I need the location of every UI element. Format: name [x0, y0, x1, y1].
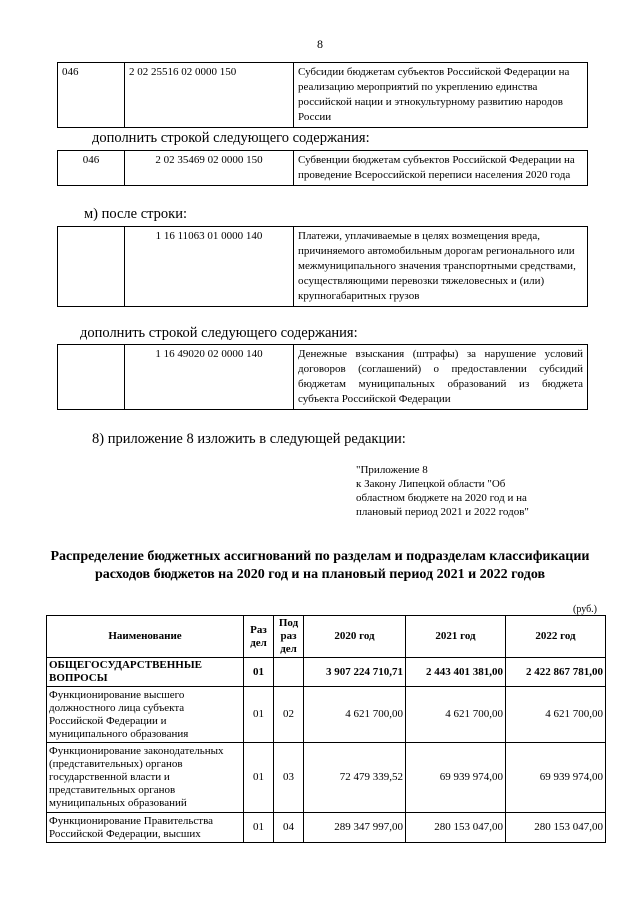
code-table-2 [57, 150, 588, 186]
row-razdel: 01 [244, 687, 274, 743]
row-podrazdel: 02 [274, 687, 304, 743]
row-razdel: 01 [244, 743, 274, 813]
column-header-name: Наименование [47, 616, 244, 658]
row-2021: 69 939 974,00 [406, 743, 506, 813]
row-podrazdel [274, 658, 304, 687]
row-2022: 280 153 047,00 [506, 813, 606, 843]
column-header-2021: 2021 год [406, 616, 506, 658]
appendix-line: плановый период 2021 и 2022 годов" [356, 506, 529, 518]
column-header-podrazdel: Под раз дел [274, 616, 304, 658]
table-row [47, 687, 606, 743]
table-row [47, 743, 606, 813]
table-header-row [47, 616, 606, 658]
table-row [47, 658, 606, 687]
instruction-add-row: дополнить строкой следующего содержания: [92, 130, 370, 146]
code-cell: 046 [58, 151, 125, 186]
row-name: Функционирование высшего должностного лица субъекта Российской Федерации и муниципального образования [47, 687, 244, 743]
table-row [47, 813, 606, 843]
column-header-2020: 2020 год [304, 616, 406, 658]
page-number: 8 [317, 37, 323, 51]
description-cell: Денежные взыскания (штрафы) за нарушение условий договоров (соглашений) о предоставлении субсидий бюджетам муниципальных образований из бюджета субъекта Российской Федерации [294, 345, 588, 410]
row-2020: 4 621 700,00 [304, 687, 406, 743]
code-table-4 [57, 344, 588, 410]
row-name: Функционирование законодательных (представительных) органов государственной власти и представительных органов муниципальных образований [47, 743, 244, 813]
kbk-cell: 2 02 25516 02 0000 150 [125, 63, 294, 128]
row-podrazdel: 03 [274, 743, 304, 813]
instruction-appendix: 8) приложение 8 изложить в следующей редакции: [92, 431, 406, 447]
description-cell: Платежи, уплачиваемые в целях возмещения вреда, причиняемого автомобильным дорогам регионального или межмуниципального значения транспортными средствами, осуществляющими перевозки тяжеловесных и (или) крупногабаритных грузов [294, 227, 588, 307]
code-cell [58, 345, 125, 410]
row-2020: 3 907 224 710,71 [304, 658, 406, 687]
row-razdel: 01 [244, 658, 274, 687]
description-cell: Субсидии бюджетам субъектов Российской Федерации на реализацию мероприятий по укреплению единства российской нации и этнокультурному развитию народов России [294, 63, 588, 128]
instruction-after-row: м) после строки: [84, 206, 188, 222]
currency-unit: (руб.) [573, 604, 597, 615]
row-2021: 2 443 401 381,00 [406, 658, 506, 687]
row-2021: 4 621 700,00 [406, 687, 506, 743]
column-header-razdel: Раз дел [244, 616, 274, 658]
row-2020: 289 347 997,00 [304, 813, 406, 843]
row-name: ОБЩЕГОСУДАРСТВЕННЫЕ ВОПРОСЫ [47, 658, 244, 687]
document-title: Распределение бюджетных ассигнований по разделам и подразделам классификации расходов бюджетов на 2020 год и на плановый период 2021 и 2022 годов [50, 549, 590, 582]
row-name: Функционирование Правительства Российской Федерации, высших [47, 813, 244, 843]
kbk-cell: 1 16 11063 01 0000 140 [125, 227, 294, 307]
row-razdel: 01 [244, 813, 274, 843]
appendix-line: "Приложение 8 [356, 464, 428, 476]
appendix-line: к Закону Липецкой области "Об [356, 478, 506, 490]
budget-table [46, 615, 606, 843]
row-2022: 4 621 700,00 [506, 687, 606, 743]
description-cell: Субвенции бюджетам субъектов Российской Федерации на проведение Всероссийской переписи населения 2020 года [294, 151, 588, 186]
kbk-cell: 1 16 49020 02 0000 140 [125, 345, 294, 410]
row-2022: 2 422 867 781,00 [506, 658, 606, 687]
code-cell: 046 [58, 63, 125, 128]
row-podrazdel: 04 [274, 813, 304, 843]
appendix-line: областном бюджете на 2020 год и на [356, 492, 527, 504]
kbk-cell: 2 02 35469 02 0000 150 [125, 151, 294, 186]
appendix-note [356, 463, 529, 519]
code-table-1 [57, 62, 588, 128]
row-2020: 72 479 339,52 [304, 743, 406, 813]
code-table-3 [57, 226, 588, 307]
row-2022: 69 939 974,00 [506, 743, 606, 813]
instruction-add-row: дополнить строкой следующего содержания: [80, 325, 358, 341]
row-2021: 280 153 047,00 [406, 813, 506, 843]
column-header-2022: 2022 год [506, 616, 606, 658]
code-cell [58, 227, 125, 307]
